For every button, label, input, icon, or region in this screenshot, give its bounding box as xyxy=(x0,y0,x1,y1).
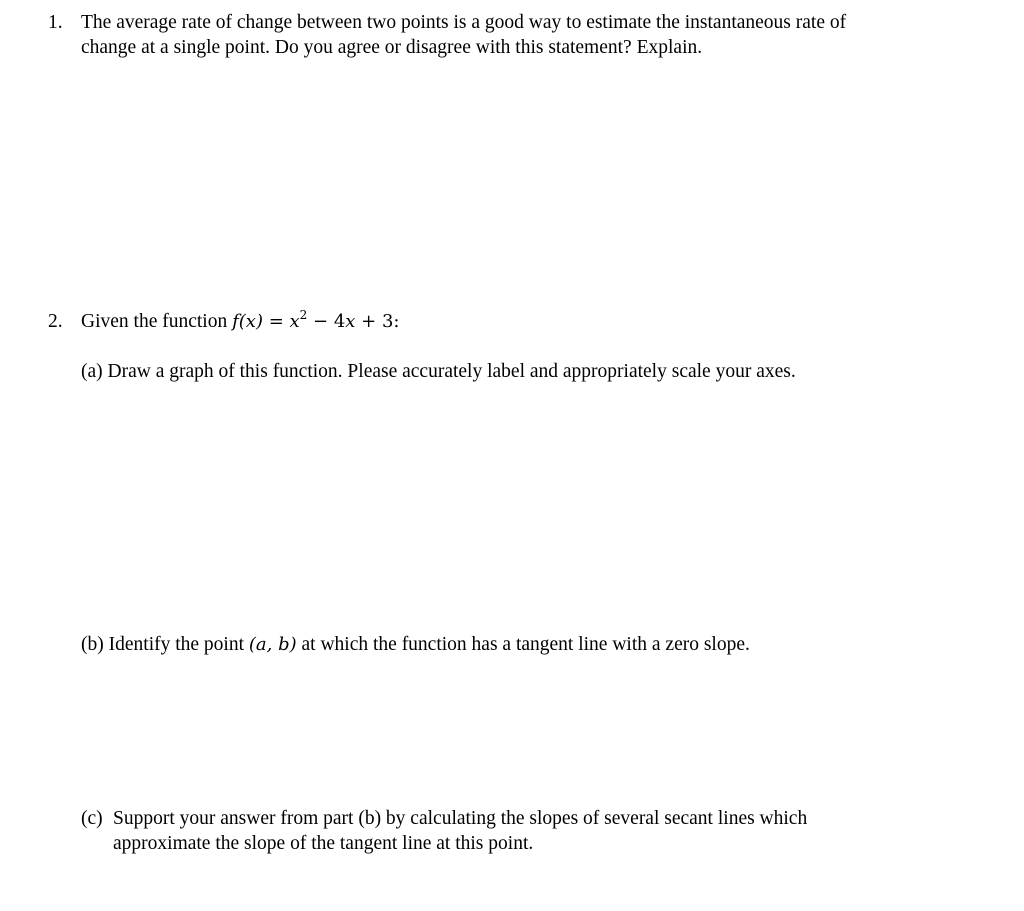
part-b-text-before: Identify the point xyxy=(108,634,249,655)
question-2-number: 2. xyxy=(48,311,63,332)
part-a-label: (a) xyxy=(81,361,103,382)
part-b-label: (b) xyxy=(81,634,104,655)
term2: − 4 xyxy=(307,311,346,332)
question-2-intro xyxy=(81,309,399,334)
term2-var: x xyxy=(345,311,356,332)
part-a-text: Draw a graph of this function. Please accurately label and appropriately scale your axes. xyxy=(107,361,796,382)
function-name: f xyxy=(232,311,239,332)
part-b-point: (a, b) xyxy=(248,634,297,655)
part-c-line-1: Support your answer from part (b) by calculating the slopes of several secant lines which xyxy=(113,808,808,829)
part-c-line-2: approximate the slope of the tangent line at this point. xyxy=(113,833,534,854)
part-b-text-after: at which the function has a tangent line with a zero slope. xyxy=(296,634,750,655)
question-2-intro-prefix: Given the function xyxy=(81,311,233,332)
term3: + 3: xyxy=(355,311,400,332)
question-1-line-1: The average rate of change between two points is a good way to estimate the instantaneous rate of xyxy=(81,12,847,33)
term1-var: x xyxy=(289,311,300,332)
question-1-number: 1. xyxy=(48,12,63,33)
function-arg: (x) xyxy=(238,311,263,332)
part-c-label: (c) xyxy=(81,808,103,829)
part-b xyxy=(81,632,750,657)
question-1-line-2: change at a single point. Do you agree or disagree with this statement? Explain. xyxy=(81,37,703,58)
equals-sign: = xyxy=(262,311,290,332)
part-a xyxy=(81,359,796,384)
term1-exponent: 2 xyxy=(299,308,308,322)
